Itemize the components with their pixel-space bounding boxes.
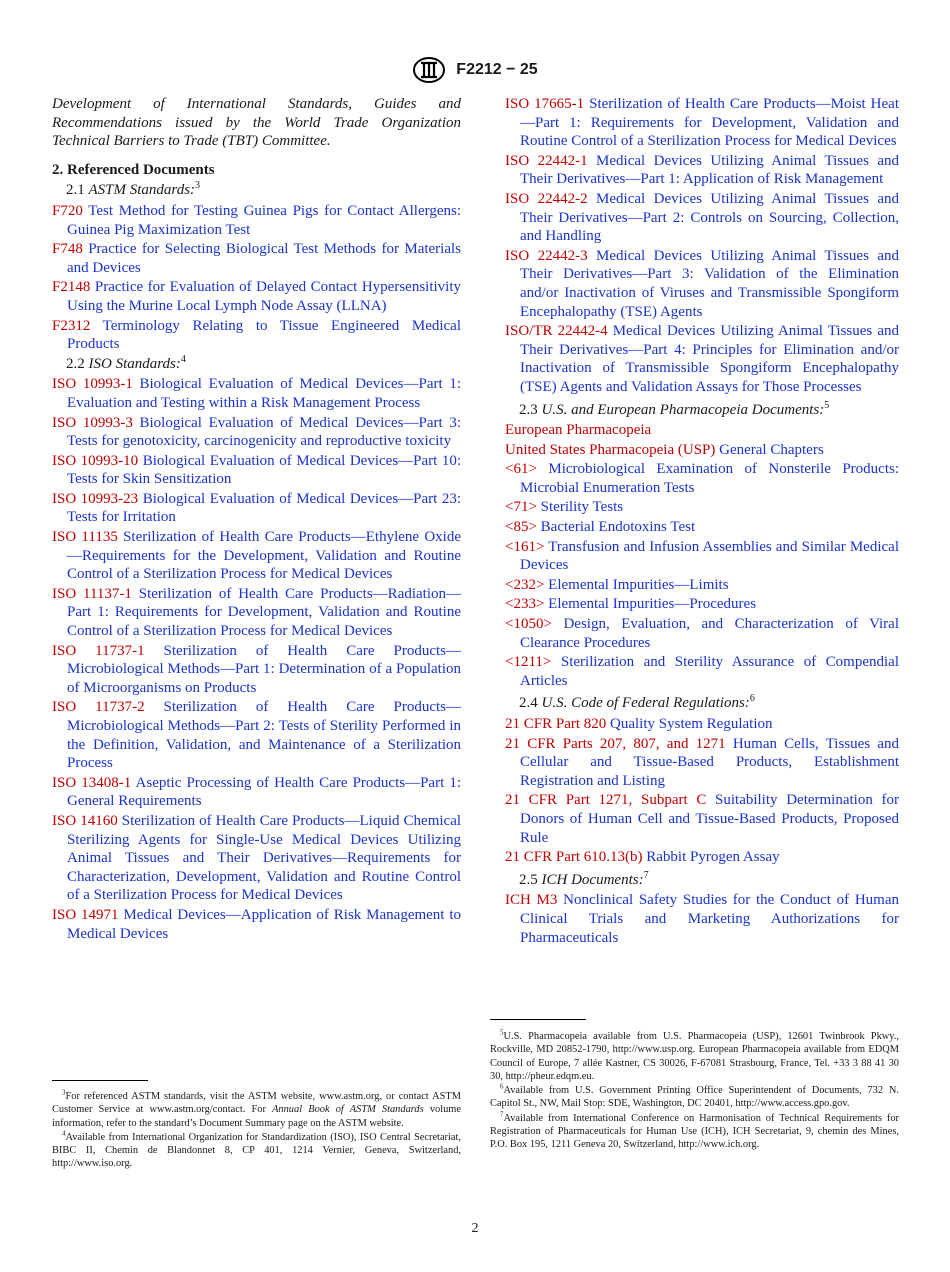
- footnote: [52, 1090, 461, 1130]
- astm-list: [52, 202, 461, 354]
- reference-title[interactable]: Test Method for Testing Guinea Pigs for Contact Allergens: Guinea Pig Maximization Test: [67, 202, 461, 238]
- reference-entry[interactable]: [52, 585, 461, 641]
- reference-entry[interactable]: [505, 190, 899, 246]
- european-pharmacopeia-link[interactable]: European Pharmacopeia: [505, 422, 652, 439]
- reference-code[interactable]: ISO 17665-1: [505, 96, 585, 112]
- reference-entry[interactable]: [52, 528, 461, 584]
- ich-heading: [519, 871, 899, 890]
- reference-code[interactable]: <233>: [505, 596, 545, 613]
- reference-entry[interactable]: [505, 615, 899, 652]
- reference-code[interactable]: ISO 10993-23: [52, 490, 139, 507]
- footnote-ref[interactable]: 4: [180, 353, 186, 365]
- footnote-number: 3: [62, 1088, 66, 1097]
- cfr-list: [505, 715, 899, 867]
- reference-title[interactable]: Elemental Impurities—Procedures: [548, 596, 757, 613]
- reference-entry[interactable]: [505, 538, 899, 575]
- reference-title[interactable]: Elemental Impurities—Limits: [548, 576, 729, 593]
- footnote-ref[interactable]: 3: [195, 180, 201, 192]
- reference-title[interactable]: Sterilization of Health Care Products—Liquid Chemical Sterilizing Agents for Single-Use Medical Devices Utilizing Animal Tissues and Their Derivatives—Requirements for Characterization, Development, Validation and Routine Control of a Sterilization Process for Medical Devices: [67, 812, 462, 904]
- reference-entry[interactable]: [52, 317, 461, 354]
- iso-list: [52, 375, 461, 943]
- reference-code[interactable]: <85>: [505, 519, 537, 536]
- reference-code[interactable]: F720: [52, 202, 83, 219]
- footnote-italic: Annual Book of ASTM Standards: [272, 1104, 424, 1116]
- subsection-number: 2.1: [66, 182, 85, 199]
- footnote-text: Available from U.S. Government Printing Office Superintendent of Documents, 732 N. Capitol St., NW, Mail Stop: SDE, Washington, DC 20401, http://www.access.gpo.gov.: [490, 1085, 899, 1110]
- reference-entry[interactable]: [505, 715, 899, 734]
- reference-code[interactable]: ISO 22442-2: [505, 190, 588, 207]
- footnote-number: 6: [500, 1082, 504, 1091]
- reference-entry[interactable]: [505, 322, 899, 396]
- right-column: [505, 95, 899, 948]
- reference-code[interactable]: ISO 10993-1: [52, 376, 133, 393]
- reference-title[interactable]: Medical Devices Utilizing Animal Tissues and Their Derivatives—Part 2: Controls on Sourcing, Collection, and Handling: [520, 190, 900, 245]
- subsection-label: ISO Standards:: [88, 355, 181, 372]
- reference-entry[interactable]: [505, 653, 899, 690]
- reference-entry[interactable]: [52, 202, 461, 239]
- section-heading: 2. Referenced Documents: [52, 161, 215, 178]
- pharmacopeia-heading: [519, 401, 899, 420]
- reference-code[interactable]: <161>: [505, 538, 545, 555]
- footnote: [490, 1030, 899, 1083]
- footnote: [490, 1112, 899, 1152]
- reference-code[interactable]: 21 CFR Parts 207, 807, and 1271: [505, 735, 726, 752]
- footnote-text: Available from International Organization for Standardization (ISO), ISO Central Secretariat, BIBC II, Chemin de Blandonnet 8, CP 401, 1214 Vernier, Geneva, Switzerland, http://www.iso.org.: [52, 1131, 461, 1170]
- reference-title[interactable]: Suitability Determination for Donors of Human Cell and Tissue-Based Products, Proposed Rule: [520, 792, 900, 846]
- reference-entry[interactable]: [52, 490, 461, 527]
- reference-code[interactable]: <71>: [505, 499, 537, 516]
- cfr-heading: [519, 694, 899, 713]
- usp-reference[interactable]: [505, 441, 899, 460]
- subsection-number: 2.3: [519, 401, 538, 418]
- reference-entry[interactable]: [52, 906, 461, 943]
- subsection-label: ICH Documents:: [541, 871, 644, 888]
- footnote-ref[interactable]: 5: [824, 399, 830, 411]
- reference-code[interactable]: ISO 22442-1: [505, 152, 588, 169]
- footnote: [52, 1131, 461, 1171]
- reference-code[interactable]: <1050>: [505, 616, 552, 633]
- reference-title[interactable]: Medical Devices—Application of Risk Management to Medical Devices: [67, 906, 462, 942]
- left-column: [52, 95, 461, 944]
- reference-code[interactable]: 21 CFR Part 1271, Subpart C: [505, 792, 707, 809]
- reference-title[interactable]: Sterilization of Health Care Products—Radiation—Part 1: Requirements for Development, Validation and Routine Control of a Sterilization Process for Medical Devices: [67, 585, 461, 640]
- reference-entry[interactable]: [52, 375, 461, 412]
- footnote-text: Available from International Conference on Harmonisation of Technical Requirements for Registration of Pharmaceuticals for Human Use (ICH), ICH Secretariat, 9, chemin des Mines, P.O. Box 195, 1211 Geneva 20, Switzerland, http://www.ich.org.: [490, 1112, 899, 1151]
- subsection-label: ASTM Standards:: [88, 182, 196, 199]
- footnote-text: U.S. Pharmacopeia available from U.S. Pharmacopeia (USP), 12601 Twinbrook Pkwy., Rockville, MD 20852-1790, http://www.usp.org. European Pharmacopeia available from EDQM Council of Europe, 7 allée Kastner, CS 30026, F-67081 Strasbourg, France, Tel. +33 3 88 41 30 30, http://pheur.edqm.eu.: [490, 1031, 899, 1082]
- reference-code[interactable]: F2148: [52, 279, 91, 296]
- footnote-divider: [52, 1080, 148, 1081]
- reference-entry[interactable]: [52, 414, 461, 451]
- pharmacopeia-list: [505, 460, 899, 690]
- subsection-number: 2.5: [519, 871, 538, 888]
- reference-title[interactable]: General Chapters: [719, 441, 824, 458]
- reference-code[interactable]: ICH M3: [505, 892, 558, 909]
- reference-entry[interactable]: [52, 452, 461, 489]
- reference-code[interactable]: F2312: [52, 317, 91, 334]
- reference-title[interactable]: Practice for Selecting Biological Test Methods for Materials and Devices: [67, 241, 462, 276]
- subsection-number: 2.4: [519, 695, 538, 712]
- reference-code[interactable]: ISO 11737-2: [52, 699, 145, 716]
- reference-entry[interactable]: [505, 891, 899, 947]
- reference-entry[interactable]: [505, 848, 899, 867]
- footnote: [490, 1084, 899, 1111]
- reference-code[interactable]: ISO 14971: [52, 906, 119, 923]
- footnote-number: 5: [500, 1028, 504, 1037]
- reference-entry[interactable]: [505, 595, 899, 614]
- footnote-ref[interactable]: 6: [749, 693, 755, 705]
- subsection-number: 2.2: [66, 355, 85, 372]
- reference-code[interactable]: ISO 10993-3: [52, 414, 133, 431]
- reference-title[interactable]: Rabbit Pyrogen Assay: [646, 849, 780, 866]
- reference-title[interactable]: Sterilization of Health Care Products—Moist Heat—Part 1: Requirements for Development, Validation and Routine Control of a Sterilization Process for Medical Devices: [520, 96, 899, 150]
- reference-entry[interactable]: [505, 247, 899, 321]
- reference-code[interactable]: <1211>: [505, 654, 552, 671]
- subsection-label: U.S. and European Pharmacopeia Documents:: [541, 401, 825, 418]
- iso-list-continued: [505, 95, 899, 397]
- reference-title[interactable]: Design, Evaluation, and Characterization of Viral Clearance Procedures: [520, 616, 899, 651]
- reference-title[interactable]: Aseptic Processing of Health Care Products—Part 1: General Requirements: [67, 774, 461, 810]
- footnote-text: volume information, refer to the standard’s Document Summary page on the ASTM website.: [52, 1104, 461, 1129]
- astm-standards-heading: [66, 181, 461, 200]
- reference-code[interactable]: 21 CFR Part 820: [505, 716, 607, 732]
- reference-code[interactable]: United States Pharmacopeia (USP): [505, 441, 716, 458]
- reference-title[interactable]: Sterilization of Health Care Products—Microbiological Methods—Part 2: Tests of Sterility Performed in the Definition, Validation, and Maintenance of a Sterilization Process: [67, 699, 462, 772]
- reference-code[interactable]: ISO 11135: [52, 529, 118, 546]
- reference-title[interactable]: Medical Devices Utilizing Animal Tissues and Their Derivatives—Part 3: Validation of the Elimination and/or Inactivation of Viruses and Transmissible Spongiform Encephalopathy (TSE) Agents: [520, 247, 900, 320]
- reference-entry[interactable]: [505, 95, 899, 151]
- footnote-ref[interactable]: 7: [643, 869, 649, 881]
- reference-code[interactable]: ISO/TR 22442-4: [505, 323, 608, 340]
- reference-title[interactable]: Medical Devices Utilizing Animal Tissues and Their Derivatives—Part 1: Application of Risk Management: [520, 152, 900, 188]
- reference-code[interactable]: ISO 11137-1: [52, 585, 132, 602]
- astm-logo-icon: [412, 56, 446, 84]
- reference-code[interactable]: ISO 11737-1: [52, 642, 145, 659]
- reference-title[interactable]: Microbiological Examination of Nonsterile Products: Microbial Enumeration Tests: [520, 461, 900, 496]
- reference-entry[interactable]: [505, 791, 899, 847]
- reference-title[interactable]: Sterilization and Sterility Assurance of Compendial Articles: [520, 654, 900, 689]
- reference-title[interactable]: Sterilization of Health Care Products—Ethylene Oxide—Requirements for the Development, Validation and Routine Control of a Sterilization Process for Medical Devices: [67, 529, 461, 583]
- document-number: F2212 − 25: [456, 61, 538, 78]
- reference-code[interactable]: F748: [52, 241, 83, 258]
- reference-title[interactable]: Nonclinical Safety Studies for the Conduct of Human Clinical Trials and Marketing Authorizations for Pharmaceuticals: [520, 892, 899, 946]
- intro-paragraph: Development of International Standards, Guides and Recommendations issued by the World Trade Organization Technical Barriers to Trade (TBT) Committee.: [52, 96, 461, 150]
- reference-title[interactable]: Biological Evaluation of Medical Devices—Part 1: Evaluation and Testing within a Risk Management Process: [67, 376, 461, 411]
- reference-entry[interactable]: [505, 460, 899, 497]
- reference-entry[interactable]: [505, 576, 899, 595]
- reference-entry[interactable]: [505, 152, 899, 189]
- reference-title[interactable]: Biological Evaluation of Medical Devices—Part 10: Tests for Skin Sensitization: [67, 452, 461, 488]
- footnote-divider: [490, 1019, 586, 1020]
- reference-entry[interactable]: [52, 642, 461, 698]
- reference-title[interactable]: Biological Evaluation of Medical Devices—Part 23: Tests for Irritation: [67, 490, 461, 526]
- reference-code[interactable]: 21 CFR Part 610.13(b): [505, 849, 643, 866]
- reference-entry[interactable]: [52, 278, 461, 315]
- reference-entry[interactable]: [52, 698, 461, 772]
- reference-code[interactable]: ISO 22442-3: [505, 247, 588, 264]
- page-header: [0, 56, 950, 84]
- footnote-number: 7: [500, 1110, 504, 1119]
- reference-code[interactable]: ISO 10993-10: [52, 452, 139, 469]
- reference-entry[interactable]: [505, 518, 899, 537]
- reference-code[interactable]: <61>: [505, 461, 537, 478]
- reference-title[interactable]: Sterilization of Health Care Products—Microbiological Methods—Part 1: Determination of a Population of Microorganisms on Products: [67, 642, 462, 696]
- reference-code[interactable]: ISO 13408-1: [52, 774, 132, 791]
- reference-entry[interactable]: [505, 498, 899, 517]
- reference-title[interactable]: Practice for Evaluation of Delayed Contact Hypersensitivity Using the Murine Local Lymph Node Assay (LLNA): [67, 279, 461, 314]
- reference-entry[interactable]: [505, 735, 899, 791]
- reference-title[interactable]: Transfusion and Infusion Assemblies and Similar Medical Devices: [520, 538, 899, 574]
- reference-title[interactable]: Bacterial Endotoxins Test: [540, 519, 696, 536]
- reference-title[interactable]: Human Cells, Tissues and Cellular and Tissue-Based Products, Establishment Registration and Listing: [520, 735, 899, 789]
- ich-list: [505, 891, 899, 947]
- iso-standards-heading: [66, 355, 461, 374]
- reference-entry[interactable]: [52, 774, 461, 811]
- footnotes-right: [490, 1030, 899, 1153]
- footnote-number: 4: [62, 1129, 66, 1138]
- subsection-label: U.S. Code of Federal Regulations:: [541, 695, 750, 712]
- reference-code[interactable]: ISO 14160: [52, 812, 118, 829]
- page-number: 2: [471, 1221, 479, 1236]
- reference-title[interactable]: Sterility Tests: [540, 499, 624, 516]
- footnotes-left: [52, 1090, 461, 1172]
- reference-title[interactable]: Biological Evaluation of Medical Devices—Part 3: Tests for genotoxicity, carcinogenicity and reproductive toxicity: [67, 414, 461, 450]
- reference-title[interactable]: Medical Devices Utilizing Animal Tissues and Their Derivatives—Part 4: Principles for Elimination and/or Inactivation of Transmissible Spongiform Encephalopathy (TSE) Agents and Validation Assays for Those Processes: [520, 323, 900, 395]
- reference-entry[interactable]: [52, 812, 461, 905]
- reference-title[interactable]: Terminology Relating to Tissue Engineered Medical Products: [67, 317, 461, 353]
- reference-code[interactable]: <232>: [505, 576, 545, 593]
- footnote-text: For referenced ASTM standards, visit the ASTM website, www.astm.org, or contact ASTM Customer Service at www.astm.org/contact. For: [52, 1091, 461, 1116]
- reference-entry[interactable]: [52, 240, 461, 277]
- reference-title[interactable]: Quality System Regulation: [610, 716, 773, 732]
